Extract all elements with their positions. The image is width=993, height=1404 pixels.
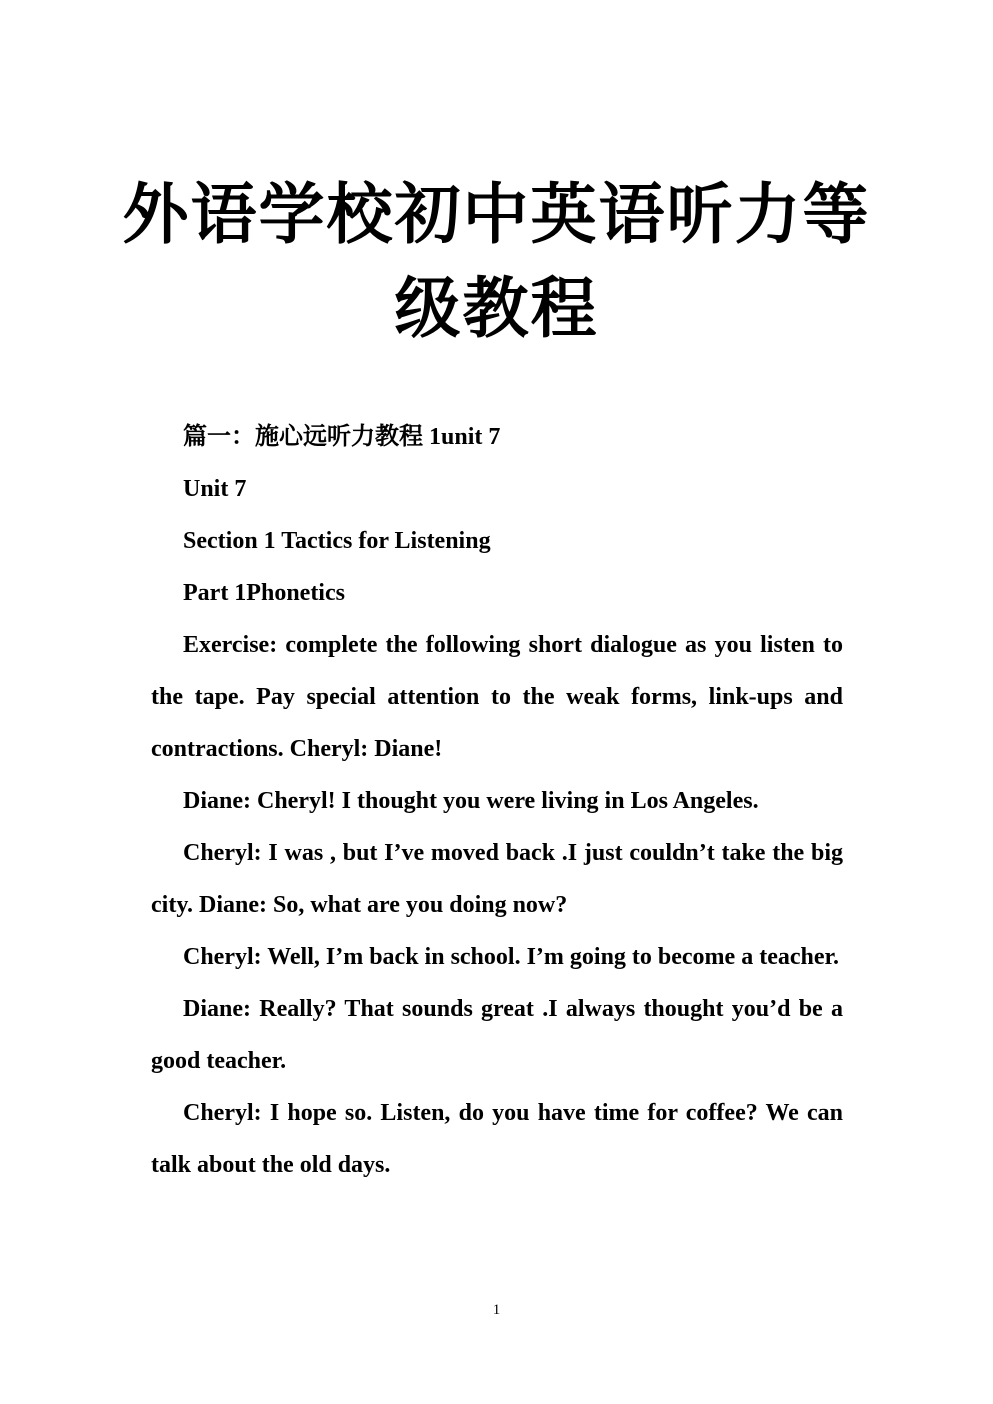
paragraph-dialogue-3: Cheryl: Well, I’m back in school. I’m going to become a teacher. <box>183 944 839 970</box>
paragraph-dialogue-1: Diane: Cheryl! I thought you were living in Los Angeles. <box>183 788 759 814</box>
paragraph-part: Part 1Phonetics <box>183 580 345 606</box>
document-body <box>151 411 843 1191</box>
paragraph-dialogue-2: Cheryl: I was , but I’ve moved back .I just couldn’t take the big city. Diane: So, what are you doing now? <box>151 840 843 918</box>
paragraph-unit: Unit 7 <box>183 476 247 502</box>
paragraph-dialogue-5: Cheryl: I hope so. Listen, do you have time for coffee? We can talk about the old days. <box>151 1100 843 1178</box>
paragraph-dialogue-4: Diane: Really? That sounds great .I always thought you’d be a good teacher. <box>151 996 843 1074</box>
paragraph-section: Section 1 Tactics for Listening <box>183 528 491 554</box>
page-number: 1 <box>492 1302 501 1318</box>
paragraph-exercise: Exercise: complete the following short dialogue as you listen to the tape. Pay special attention to the weak forms, link-ups and contractions. Cheryl: Diane! <box>151 632 843 762</box>
document-title-line-1: 外语学校初中英语听力等 <box>122 176 871 253</box>
paragraph-heading-1: 篇一：施心远听力教程 1unit 7 <box>183 424 501 450</box>
document-title <box>0 168 993 356</box>
document-title-line-2: 级教程 <box>394 270 599 347</box>
